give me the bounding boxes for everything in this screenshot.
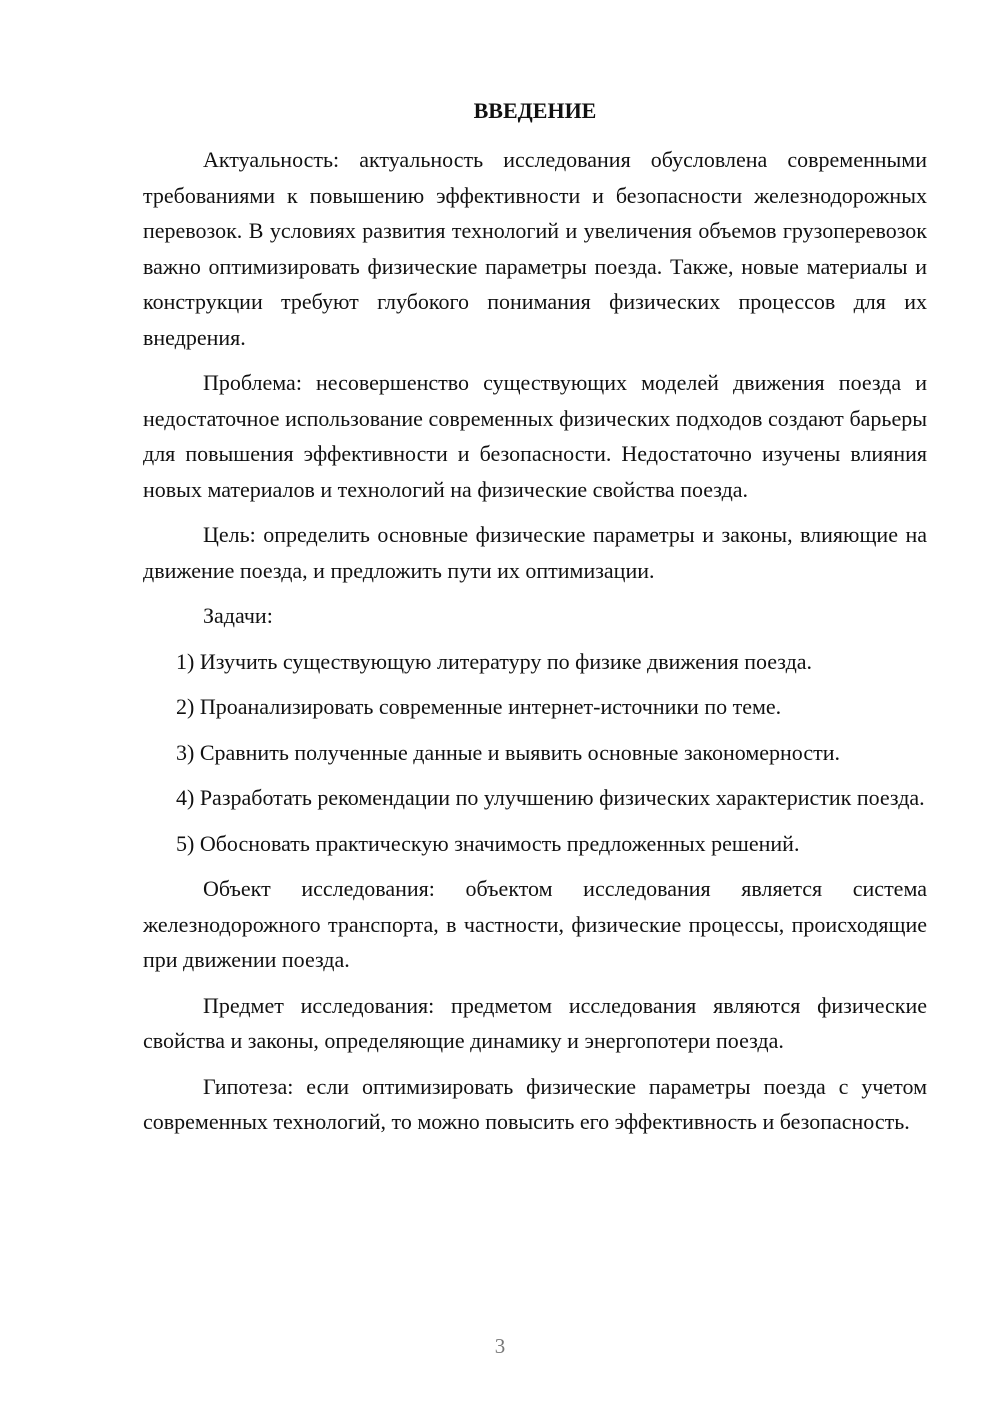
paragraph-goal: Цель: определить основные физические параметры и законы, влияющие на движение поезда, и предложить пути их оптимизации. [143, 522, 927, 583]
paragraph-object: Объект исследования: объектом исследования является система железнодорожного транспорта, в частности, физические процессы, происходящие при движении поезда. [143, 876, 927, 972]
section-title: ВВЕДЕНИЕ [473, 98, 597, 123]
paragraph-hypothesis: Гипотеза: если оптимизировать физические параметры поезда с учетом современных технологий, то можно повысить его эффективность и безопасность. [143, 1073, 927, 1134]
task-item-5: 5) Обосновать практическую значимость предложенных решений. [176, 830, 800, 856]
paragraph-relevance: Актуальность: актуальность исследования обусловлена современными требованиями к повышению эффективности и безопасности железнодорожных перевозок. В условиях развития технологий и увеличения объемов грузоперевозок важно оптимизировать физические параметры поезда. Также, новые материалы и конструкции требуют глубокого понимания физических процессов для их внедрения. [143, 147, 927, 350]
task-item-3: 3) Сравнить полученные данные и выявить основные закономерности. [176, 739, 840, 765]
page-number: 3 [494, 1334, 506, 1358]
paragraph-subject: Предмет исследования: предметом исследования являются физические свойства и законы, определяющие динамику и энергопотери поезда. [143, 992, 927, 1053]
page-content [143, 94, 927, 1150]
task-item-1: 1) Изучить существующую литературу по физике движения поезда. [176, 648, 813, 674]
paragraph-tasks-heading: Задачи: [203, 603, 273, 628]
paragraph-problem: Проблема: несовершенство существующих моделей движения поезда и недостаточное использование современных физических подходов создают барьеры для повышения эффективности и безопасности. Недостаточно изучены влияния новых материалов и технологий на физические свойства поезда. [143, 370, 927, 502]
task-item-2: 2) Проанализировать современные интернет-источники по теме. [176, 694, 782, 719]
task-item-4: 4) Разработать рекомендации по улучшению физических характеристик поезда. [176, 785, 925, 810]
